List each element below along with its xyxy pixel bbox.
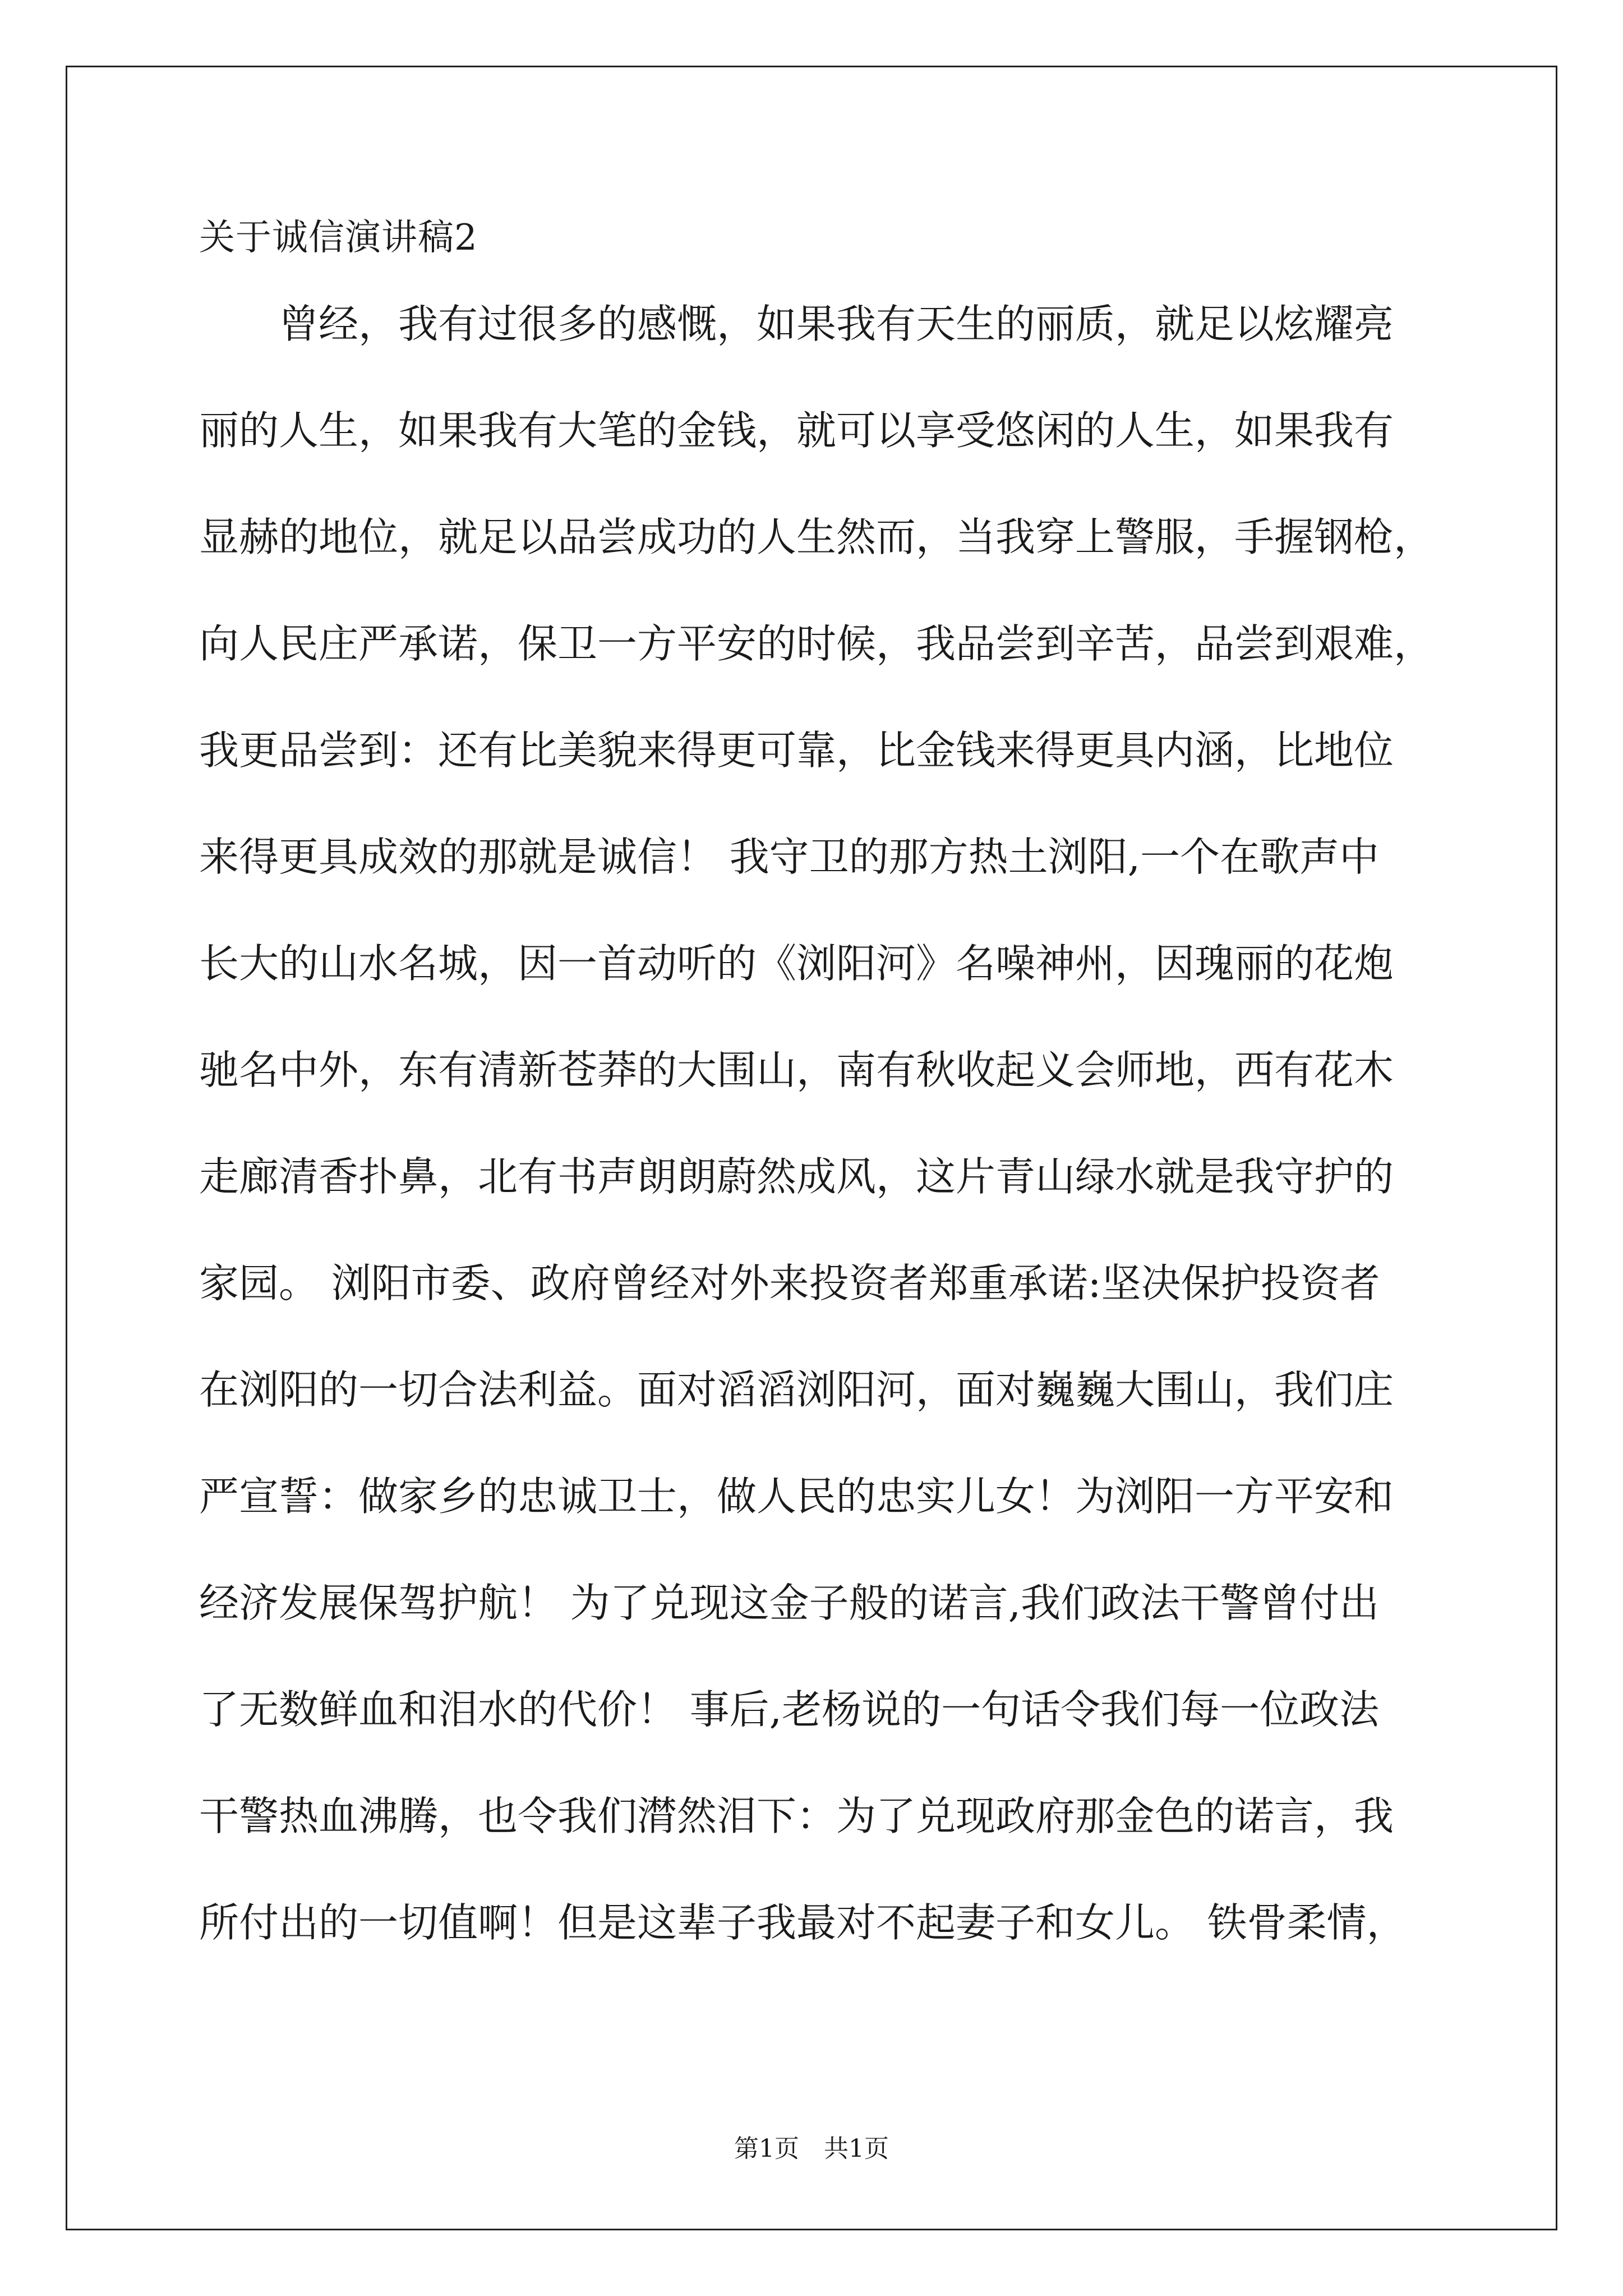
body-line: 了无数鲜血和泪水的代价！ 事后,老杨说的一句话令我们每一位政法 — [199, 1686, 1380, 1733]
body-line: 家园。 浏阳市委、政府曾经对外来投资者郑重承诺:坚决保护投资者 — [199, 1260, 1380, 1306]
body-line: 走廊清香扑鼻，北有书声朗朗蔚然成风，这片青山绿水就是我守护的 — [199, 1153, 1394, 1200]
body-line: 长大的山水名城，因一首动听的《浏阳河》名噪神州，因瑰丽的花炮 — [199, 940, 1394, 987]
body-line: 在浏阳的一切合法利益。面对滔滔浏阳河，面对巍巍大围山，我们庄 — [199, 1366, 1394, 1413]
document-title: 关于诚信演讲稿2 — [199, 217, 478, 259]
body-line: 来得更具成效的那就是诚信！ 我守卫的那方热土浏阳,一个在歌声中 — [199, 834, 1380, 880]
body-line: 曾经，我有过很多的感慨，如果我有天生的丽质，就足以炫耀亮 — [199, 301, 1394, 347]
body-line: 干警热血沸腾，也令我们潸然泪下：为了兑现政府那金色的诺言，我 — [199, 1793, 1394, 1839]
body-line: 丽的人生，如果我有大笔的金钱，就可以享受悠闲的人生，如果我有 — [199, 407, 1394, 454]
body-line: 向人民庄严承诺，保卫一方平安的时候，我品尝到辛苦，品尝到艰难， — [199, 620, 1434, 667]
body-line: 严宣誓：做家乡的忠诚卫士，做人民的忠实儿女！为浏阳一方平安和 — [199, 1473, 1394, 1520]
page-number-footer: 第1页 共1页 — [734, 2134, 889, 2163]
body-line: 我更品尝到：还有比美貌来得更可靠，比金钱来得更具内涵，比地位 — [199, 727, 1394, 774]
body-line: 驰名中外，东有清新苍莽的大围山，南有秋收起义会师地，西有花木 — [199, 1047, 1394, 1093]
document-body — [199, 301, 1458, 2009]
body-line: 所付出的一切值啊！但是这辈子我最对不起妻子和女儿。 铁骨柔情， — [199, 1899, 1407, 1946]
body-line: 经济发展保驾护航！ 为了兑现这金子般的诺言,我们政法干警曾付出 — [199, 1580, 1380, 1626]
body-line: 显赫的地位，就足以品尝成功的人生然而，当我穿上警服，手握钢枪， — [199, 514, 1434, 560]
